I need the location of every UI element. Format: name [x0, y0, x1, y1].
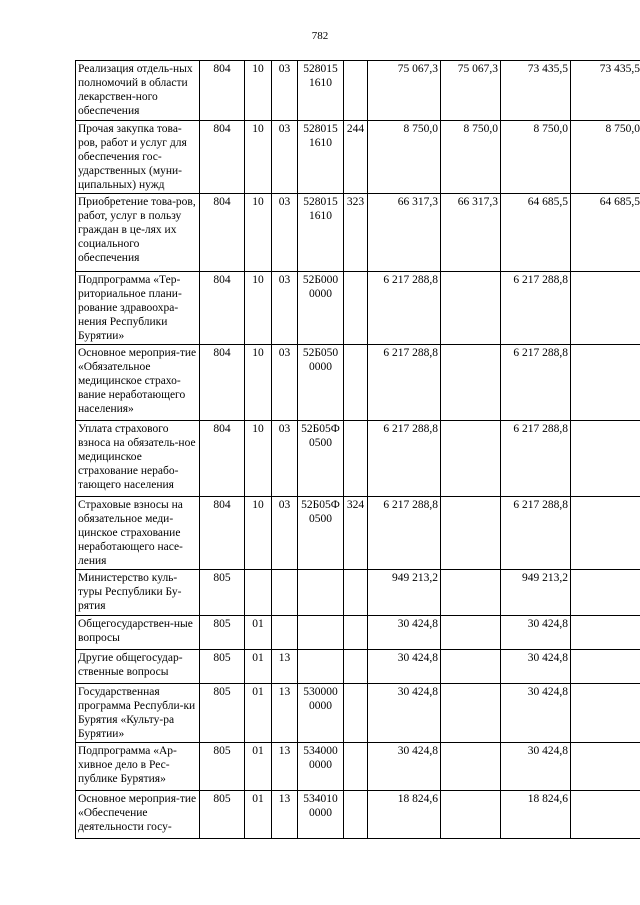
amount-cell [571, 421, 640, 497]
subsection-code-cell: 03 [272, 194, 298, 272]
amount-cell [571, 650, 640, 684]
amount-cell: 30 424,8 [501, 684, 571, 743]
amount-cell: 6 217 288,8 [368, 421, 441, 497]
amount-cell [441, 616, 501, 650]
target-article-cell: 52Б050 0000 [298, 345, 344, 421]
expense-type-cell: 323 [344, 194, 368, 272]
table-row [76, 570, 640, 616]
subsection-code-cell: 03 [272, 61, 298, 121]
section-code-cell [245, 570, 272, 616]
name-cell: Министерство куль-туры Республики Бу-рятия [76, 570, 200, 616]
name-cell: Приобретение това-ров, работ, услуг в пользу граждан в це-лях их социального обеспечения [76, 194, 200, 272]
table-row [76, 272, 640, 345]
amount-cell [441, 421, 501, 497]
amount-cell: 8 750,0 [501, 121, 571, 194]
table-row [76, 345, 640, 421]
expense-type-cell [344, 570, 368, 616]
admin-code-cell: 804 [200, 421, 245, 497]
table-row [76, 791, 640, 839]
target-article-cell: 528015 1610 [298, 121, 344, 194]
subsection-code-cell: 03 [272, 345, 298, 421]
section-code-cell: 10 [245, 272, 272, 345]
table-body [76, 61, 640, 839]
amount-cell: 30 424,8 [501, 616, 571, 650]
amount-cell: 30 424,8 [368, 743, 441, 791]
subsection-code-cell: 03 [272, 272, 298, 345]
expense-type-cell [344, 272, 368, 345]
section-code-cell: 01 [245, 650, 272, 684]
admin-code-cell: 805 [200, 650, 245, 684]
admin-code-cell: 804 [200, 61, 245, 121]
amount-cell: 30 424,8 [501, 743, 571, 791]
amount-cell: 6 217 288,8 [501, 345, 571, 421]
amount-cell: 75 067,3 [368, 61, 441, 121]
admin-code-cell: 805 [200, 570, 245, 616]
amount-cell: 6 217 288,8 [501, 421, 571, 497]
amount-cell: 18 824,6 [368, 791, 441, 839]
section-code-cell: 10 [245, 121, 272, 194]
amount-cell: 6 217 288,8 [368, 497, 441, 570]
amount-cell [571, 743, 640, 791]
amount-cell [571, 345, 640, 421]
amount-cell [571, 272, 640, 345]
amount-cell: 64 685,5 [501, 194, 571, 272]
section-code-cell: 01 [245, 684, 272, 743]
table-row [76, 650, 640, 684]
section-code-cell: 10 [245, 61, 272, 121]
amount-cell: 6 217 288,8 [368, 345, 441, 421]
amount-cell: 73 435,5 [501, 61, 571, 121]
expense-type-cell [344, 650, 368, 684]
section-code-cell: 01 [245, 791, 272, 839]
expense-type-cell: 324 [344, 497, 368, 570]
amount-cell: 6 217 288,8 [501, 497, 571, 570]
expense-type-cell [344, 421, 368, 497]
section-code-cell: 10 [245, 194, 272, 272]
admin-code-cell: 804 [200, 497, 245, 570]
admin-code-cell: 804 [200, 194, 245, 272]
table-row [76, 497, 640, 570]
table-row [76, 743, 640, 791]
admin-code-cell: 805 [200, 743, 245, 791]
admin-code-cell: 804 [200, 272, 245, 345]
target-article-cell [298, 616, 344, 650]
section-code-cell: 01 [245, 743, 272, 791]
amount-cell [571, 791, 640, 839]
target-article-cell: 534010 0000 [298, 791, 344, 839]
amount-cell [441, 791, 501, 839]
amount-cell: 8 750,0 [441, 121, 501, 194]
table-row [76, 684, 640, 743]
expense-type-cell [344, 616, 368, 650]
name-cell: Уплата страхового взноса на обязатель-ное медицинское страхование нерабо-тающего населения [76, 421, 200, 497]
name-cell: Подпрограмма «Тер-риториальное плани-рование здравоохра-нения Республики Бурятии» [76, 272, 200, 345]
name-cell: Прочая закупка това-ров, работ и услуг для обеспечения гос-ударственных (муни-ципальных) нужд [76, 121, 200, 194]
amount-cell [571, 570, 640, 616]
section-code-cell: 01 [245, 616, 272, 650]
table-row [76, 616, 640, 650]
subsection-code-cell: 13 [272, 743, 298, 791]
target-article-cell: 528015 1610 [298, 61, 344, 121]
admin-code-cell: 804 [200, 121, 245, 194]
target-article-cell: 534000 0000 [298, 743, 344, 791]
table-row [76, 121, 640, 194]
subsection-code-cell: 03 [272, 421, 298, 497]
amount-cell: 30 424,8 [368, 650, 441, 684]
target-article-cell: 528015 1610 [298, 194, 344, 272]
subsection-code-cell: 03 [272, 497, 298, 570]
name-cell: Страховые взносы на обязательное меди-цинское страхование неработающего насе-ления [76, 497, 200, 570]
target-article-cell: 52Б05Ф 0500 [298, 497, 344, 570]
admin-code-cell: 805 [200, 791, 245, 839]
amount-cell [441, 497, 501, 570]
section-code-cell: 10 [245, 421, 272, 497]
amount-cell: 30 424,8 [368, 616, 441, 650]
amount-cell: 75 067,3 [441, 61, 501, 121]
admin-code-cell: 804 [200, 345, 245, 421]
amount-cell [571, 497, 640, 570]
amount-cell: 8 750,0 [571, 121, 640, 194]
subsection-code-cell: 03 [272, 121, 298, 194]
amount-cell: 30 424,8 [368, 684, 441, 743]
amount-cell [441, 570, 501, 616]
amount-cell: 30 424,8 [501, 650, 571, 684]
table-row [76, 421, 640, 497]
expense-type-cell [344, 61, 368, 121]
name-cell: Основное мероприя-тие «Обязательное медицинское страхо-вание неработающего населения» [76, 345, 200, 421]
table-row [76, 61, 640, 121]
expense-type-cell [344, 791, 368, 839]
amount-cell: 66 317,3 [441, 194, 501, 272]
subsection-code-cell: 13 [272, 791, 298, 839]
amount-cell [441, 272, 501, 345]
expense-type-cell [344, 345, 368, 421]
budget-table [75, 60, 640, 839]
name-cell: Подпрограмма «Ар-хивное дело в Рес-публике Бурятия» [76, 743, 200, 791]
amount-cell: 73 435,5 [571, 61, 640, 121]
name-cell: Другие общегосудар-ственные вопросы [76, 650, 200, 684]
target-article-cell: 530000 0000 [298, 684, 344, 743]
name-cell: Государственная программа Республи-ки Бурятия «Культу-ра Бурятии» [76, 684, 200, 743]
amount-cell: 6 217 288,8 [368, 272, 441, 345]
admin-code-cell: 805 [200, 616, 245, 650]
admin-code-cell: 805 [200, 684, 245, 743]
expense-type-cell: 244 [344, 121, 368, 194]
expense-type-cell [344, 684, 368, 743]
subsection-code-cell [272, 570, 298, 616]
amount-cell [441, 650, 501, 684]
subsection-code-cell: 13 [272, 650, 298, 684]
amount-cell: 6 217 288,8 [501, 272, 571, 345]
amount-cell: 8 750,0 [368, 121, 441, 194]
subsection-code-cell: 13 [272, 684, 298, 743]
amount-cell [571, 616, 640, 650]
amount-cell [441, 684, 501, 743]
page-number: 782 [311, 30, 329, 42]
section-code-cell: 10 [245, 497, 272, 570]
section-code-cell: 10 [245, 345, 272, 421]
amount-cell: 949 213,2 [368, 570, 441, 616]
subsection-code-cell [272, 616, 298, 650]
expense-type-cell [344, 743, 368, 791]
amount-cell [571, 684, 640, 743]
amount-cell: 66 317,3 [368, 194, 441, 272]
name-cell: Реализация отдель-ных полномочий в области лекарствен-ного обеспечения [76, 61, 200, 121]
target-article-cell [298, 570, 344, 616]
amount-cell [441, 743, 501, 791]
table-row [76, 194, 640, 272]
name-cell: Общегосударствен-ные вопросы [76, 616, 200, 650]
amount-cell: 18 824,6 [501, 791, 571, 839]
target-article-cell [298, 650, 344, 684]
name-cell: Основное мероприя-тие «Обеспечение деятельности госу- [76, 791, 200, 839]
target-article-cell: 52Б000 0000 [298, 272, 344, 345]
amount-cell [441, 345, 501, 421]
amount-cell: 949 213,2 [501, 570, 571, 616]
amount-cell: 64 685,5 [571, 194, 640, 272]
target-article-cell: 52Б05Ф 0500 [298, 421, 344, 497]
